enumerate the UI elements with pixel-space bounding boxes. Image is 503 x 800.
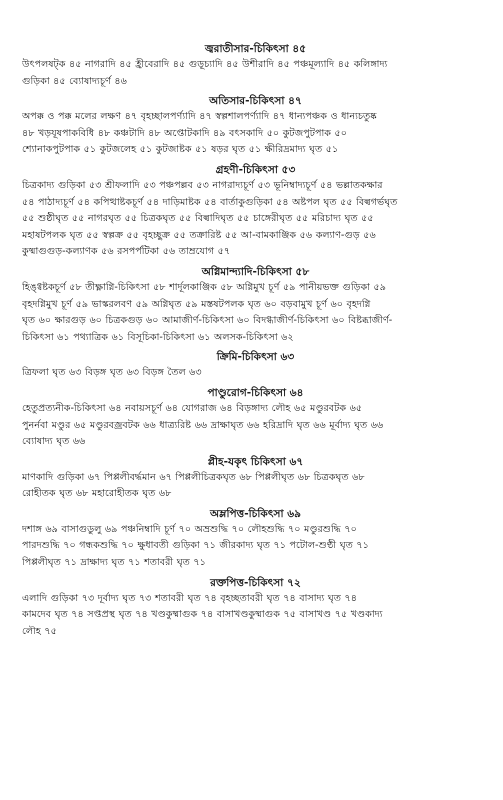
body-line: চিকিৎসা ৬১ পথ্যাত্রিক ৬১ বিসূচিকা-চিকিৎসা ৬১ অলসক-চিকিৎসা ৬২	[22, 331, 294, 343]
section-grahani	[22, 159, 489, 261]
section-heading: জ্বরাতীসার-চিকিৎসা ৪৫	[204, 43, 307, 55]
section-heading: প্লীহ-যকৃৎ চিকিৎসা ৬৭	[207, 455, 304, 468]
section-krimi	[22, 346, 489, 382]
body-line: এলাদি গুড়িকা ৭৩ দূর্বাদ্য ঘৃত ৭৩ শতাবরী ঘৃত ৭৪ বৃহচ্ছতাবরী ঘৃত ৭৪ বাসাদ্য ঘৃত ৭৪	[22, 592, 358, 604]
section-pliha-yakrit	[22, 451, 489, 503]
body-line: পিপ্পলীঘৃত ৭১ দ্রাক্ষাদ্য ঘৃত ৭১ শতাবরী ঘৃত ৭১	[22, 557, 206, 569]
body-line: ৪৮ খড়যূষপাকবিধি ৪৮ কঞ্চটাদি ৪৮ অপ্তোটকাদি ৪৯ বৎসকাদি ৫০ কুটজপুটপাক ৫০	[22, 127, 347, 139]
section-body	[22, 178, 489, 261]
section-body	[22, 57, 489, 90]
body-line: অপক্ক ও পক্ক মলের লক্ষণ ৪৭ বৃহচ্ছালপর্ণ্যাদি ৪৭ স্বল্পশালপর্ণ্যাদি ৪৭ ধান্যপঞ্চক ও ধান্যচতুষ্ক	[22, 111, 377, 123]
body-line: পারদশুদ্ধি ৭০ গন্ধকশুদ্ধি ৭০ ক্ষুধাবতী গুড়িকা ৭১ জীরকাদ্য ঘৃত ৭১ পটোল-শুণ্ঠী ঘৃত ৭১	[22, 540, 369, 552]
section-agnimandya	[22, 261, 489, 346]
body-line: লৌহ ৭৫	[22, 625, 57, 637]
body-line: রোহীতক ঘৃত ৬৮ মহারোহীতক ঘৃত ৬৮	[22, 488, 172, 500]
body-line: ঘৃত ৬০ ক্ষারগুড় ৬০ চিত্রকগুড় ৬০ আমাজীর্ণ-চিকিৎসা ৬০ বিদগ্ধাজীর্ণ-চিকিৎসা ৬০ বিষ্টব্ধাজীর্ণ-	[22, 315, 393, 327]
section-heading: গ্রহণী-চিকিৎসা ৫৩	[215, 163, 296, 176]
section-heading: অতিসার-চিকিৎসা ৪৭	[209, 95, 302, 108]
section-heading: পাণ্ডুরোগ-চিকিৎসা ৬৪	[207, 386, 304, 399]
body-line: ত্রিফলা ঘৃত ৬৩ বিড়ঙ্গ ঘৃত ৬৩ বিড়ঙ্গ তৈল ৬৩	[22, 367, 202, 379]
section-jvaratisara	[22, 38, 489, 90]
section-amlapitta	[22, 503, 489, 572]
section-pandu	[22, 382, 489, 451]
body-line: চিত্রকাদ্য গুড়িকা ৫৩ শ্রীফলাদি ৫৩ পঞ্চপল্লব ৫৩ নাগরাদ্যচূর্ণ ৫৩ ভূনিম্বাদ্যচূর্ণ ৫৪ ভল্লাতকক্ষার	[22, 179, 383, 191]
section-body	[22, 280, 489, 346]
body-line: কুষ্মাগুগুড়-কল্যাণক ৫৬ রসপর্পটিকা ৫৬ তাম্রযোগ ৫৭	[22, 246, 231, 258]
body-line: মাণকাদি গুড়িকা ৬৭ পিপ্পলীবর্দ্ধমান ৬৭ পিপ্পলীচিত্রকঘৃত ৬৮ পিপ্পলীঘৃত ৬৮ চিত্রকঘৃত ৬৮	[22, 471, 365, 483]
section-heading: অম্লপিত্ত-চিকিৎসা ৬৯	[209, 507, 302, 520]
section-raktapitta	[22, 572, 489, 641]
body-line: ব্যোষাদ্য ঘৃত ৬৬	[22, 436, 86, 448]
body-line: বৃহদগ্নিমুখ চূর্ণ ৫৯ ভাস্করলবণ ৫৯ অগ্নিঘৃত ৫৯ মস্তষটপলক ঘৃত ৬০ বড়বামুখ চূর্ণ ৬০ বৃহদগ্নি	[22, 298, 371, 310]
section-heading: অগ্নিমান্দ্যাদি-চিকিৎসা ৫৮	[201, 265, 310, 278]
section-heading: রক্তপিত্ত-চিকিৎসা ৭২	[210, 576, 301, 589]
body-line: হিঙ্গ্বষ্টকচূর্ণ ৫৮ তীক্ষ্ণাগ্নি-চিকিৎসা ৫৮ শার্দূলকাঞ্জিক ৫৮ অগ্নিমুখ চূর্ণ ৫৯ পানীয়ভক্ত গুড়িকা ৫৯	[22, 281, 386, 293]
section-heading: ক্রিমি-চিকিৎসা ৬৩	[216, 351, 295, 364]
body-line: ৫৪ পাঠাদ্যচূর্ণ ৫৪ কপিত্থাষ্টকচূর্ণ ৫৪ দাড়িমাষ্টক ৫৪ বার্তাকুগুড়িকা ৫৪ অষ্টপল ঘৃত ৫৫ বিল্বগর্ভঘৃত	[22, 196, 398, 208]
body-line: পুনর্নবা মণ্ডুর ৬৫ মণ্ডুরবজ্রবটক ৬৬ ধাত্র্যরিষ্ট ৬৬ দ্রাক্ষাঘৃত ৬৬ হরিদ্রাদি ঘৃত ৬৬ মূর্বাদ্য ঘৃত ৬৬	[22, 419, 384, 431]
body-line: ৫৫ শুষ্ঠীঘৃত ৫৫ নাগরঘৃত ৫৫ চিত্রকঘৃত ৫৫ বিল্বাদিঘৃত ৫৫ চাঙ্গেরীঘৃত ৫৫ মরিচাদ্য ঘৃত ৫৫	[22, 213, 374, 225]
body-line: উৎপলষট্‌ক ৪৫ নাগরাদি ৪৫ হ্রীবেরাদি ৪৫ গুড়ূচ্যাদি ৪৫ উশীরাদি ৪৫ পঞ্চমূল্যাদি ৪৫ কলিঙ্গাদ্য	[22, 59, 388, 70]
section-body	[22, 401, 489, 451]
section-atisara	[22, 90, 489, 159]
section-body	[22, 522, 489, 572]
body-line: দশাঙ্গ ৬৯ বাসাগুডুলু ৬৯ পঞ্চনিম্বাদি চূর্ণ ৭০ অভ্রশুদ্ধি ৭০ লৌহশুদ্ধি ৭০ মণ্ডুরশুদ্ধি ৭০	[22, 523, 357, 535]
body-line: হেতুপ্রত্যনীক-চিকিৎসা ৬৪ নবায়সচূর্ণ ৬৪ যোগরাজ ৬৪ বিড়ঙ্গাদ্য লৌহ ৬৫ মণ্ডুরবটক ৬৫	[22, 402, 363, 414]
section-body	[22, 591, 489, 641]
body-line: গুড়িকা ৪৫ ব্যোষাদ্যচূর্ণ ৪৬	[22, 75, 127, 87]
body-line: কামদেব ঘৃত ৭৪ সপ্তপ্রস্থ ঘৃত ৭৪ খণ্ডকুষ্মাগুক ৭৪ বাসাখণ্ডকুষ্মাগুক ৭৫ বাসাখণ্ড ৭৫ খণ্ডকাদ্য	[22, 609, 383, 621]
section-body	[22, 365, 489, 382]
body-line: শ্যোনাকপুটপাক ৫১ কুটজলেহ ৫১ কুটজাষ্টক ৫১ ষড়র ঘৃত ৫১ ক্ষীরিদ্রমাদ্য ঘৃত ৫১	[22, 144, 339, 156]
section-body	[22, 470, 489, 503]
body-line: মহাষটপলক ঘৃত ৫৫ স্বল্পক্র ৫৫ বৃহচ্ছুক্র ৫৫ তক্রারিষ্ট ৫৫ আ-বামকাঞ্জিক ৫৬ কল্যাণ-গুড় ৫৬	[22, 229, 376, 241]
section-body	[22, 109, 489, 159]
